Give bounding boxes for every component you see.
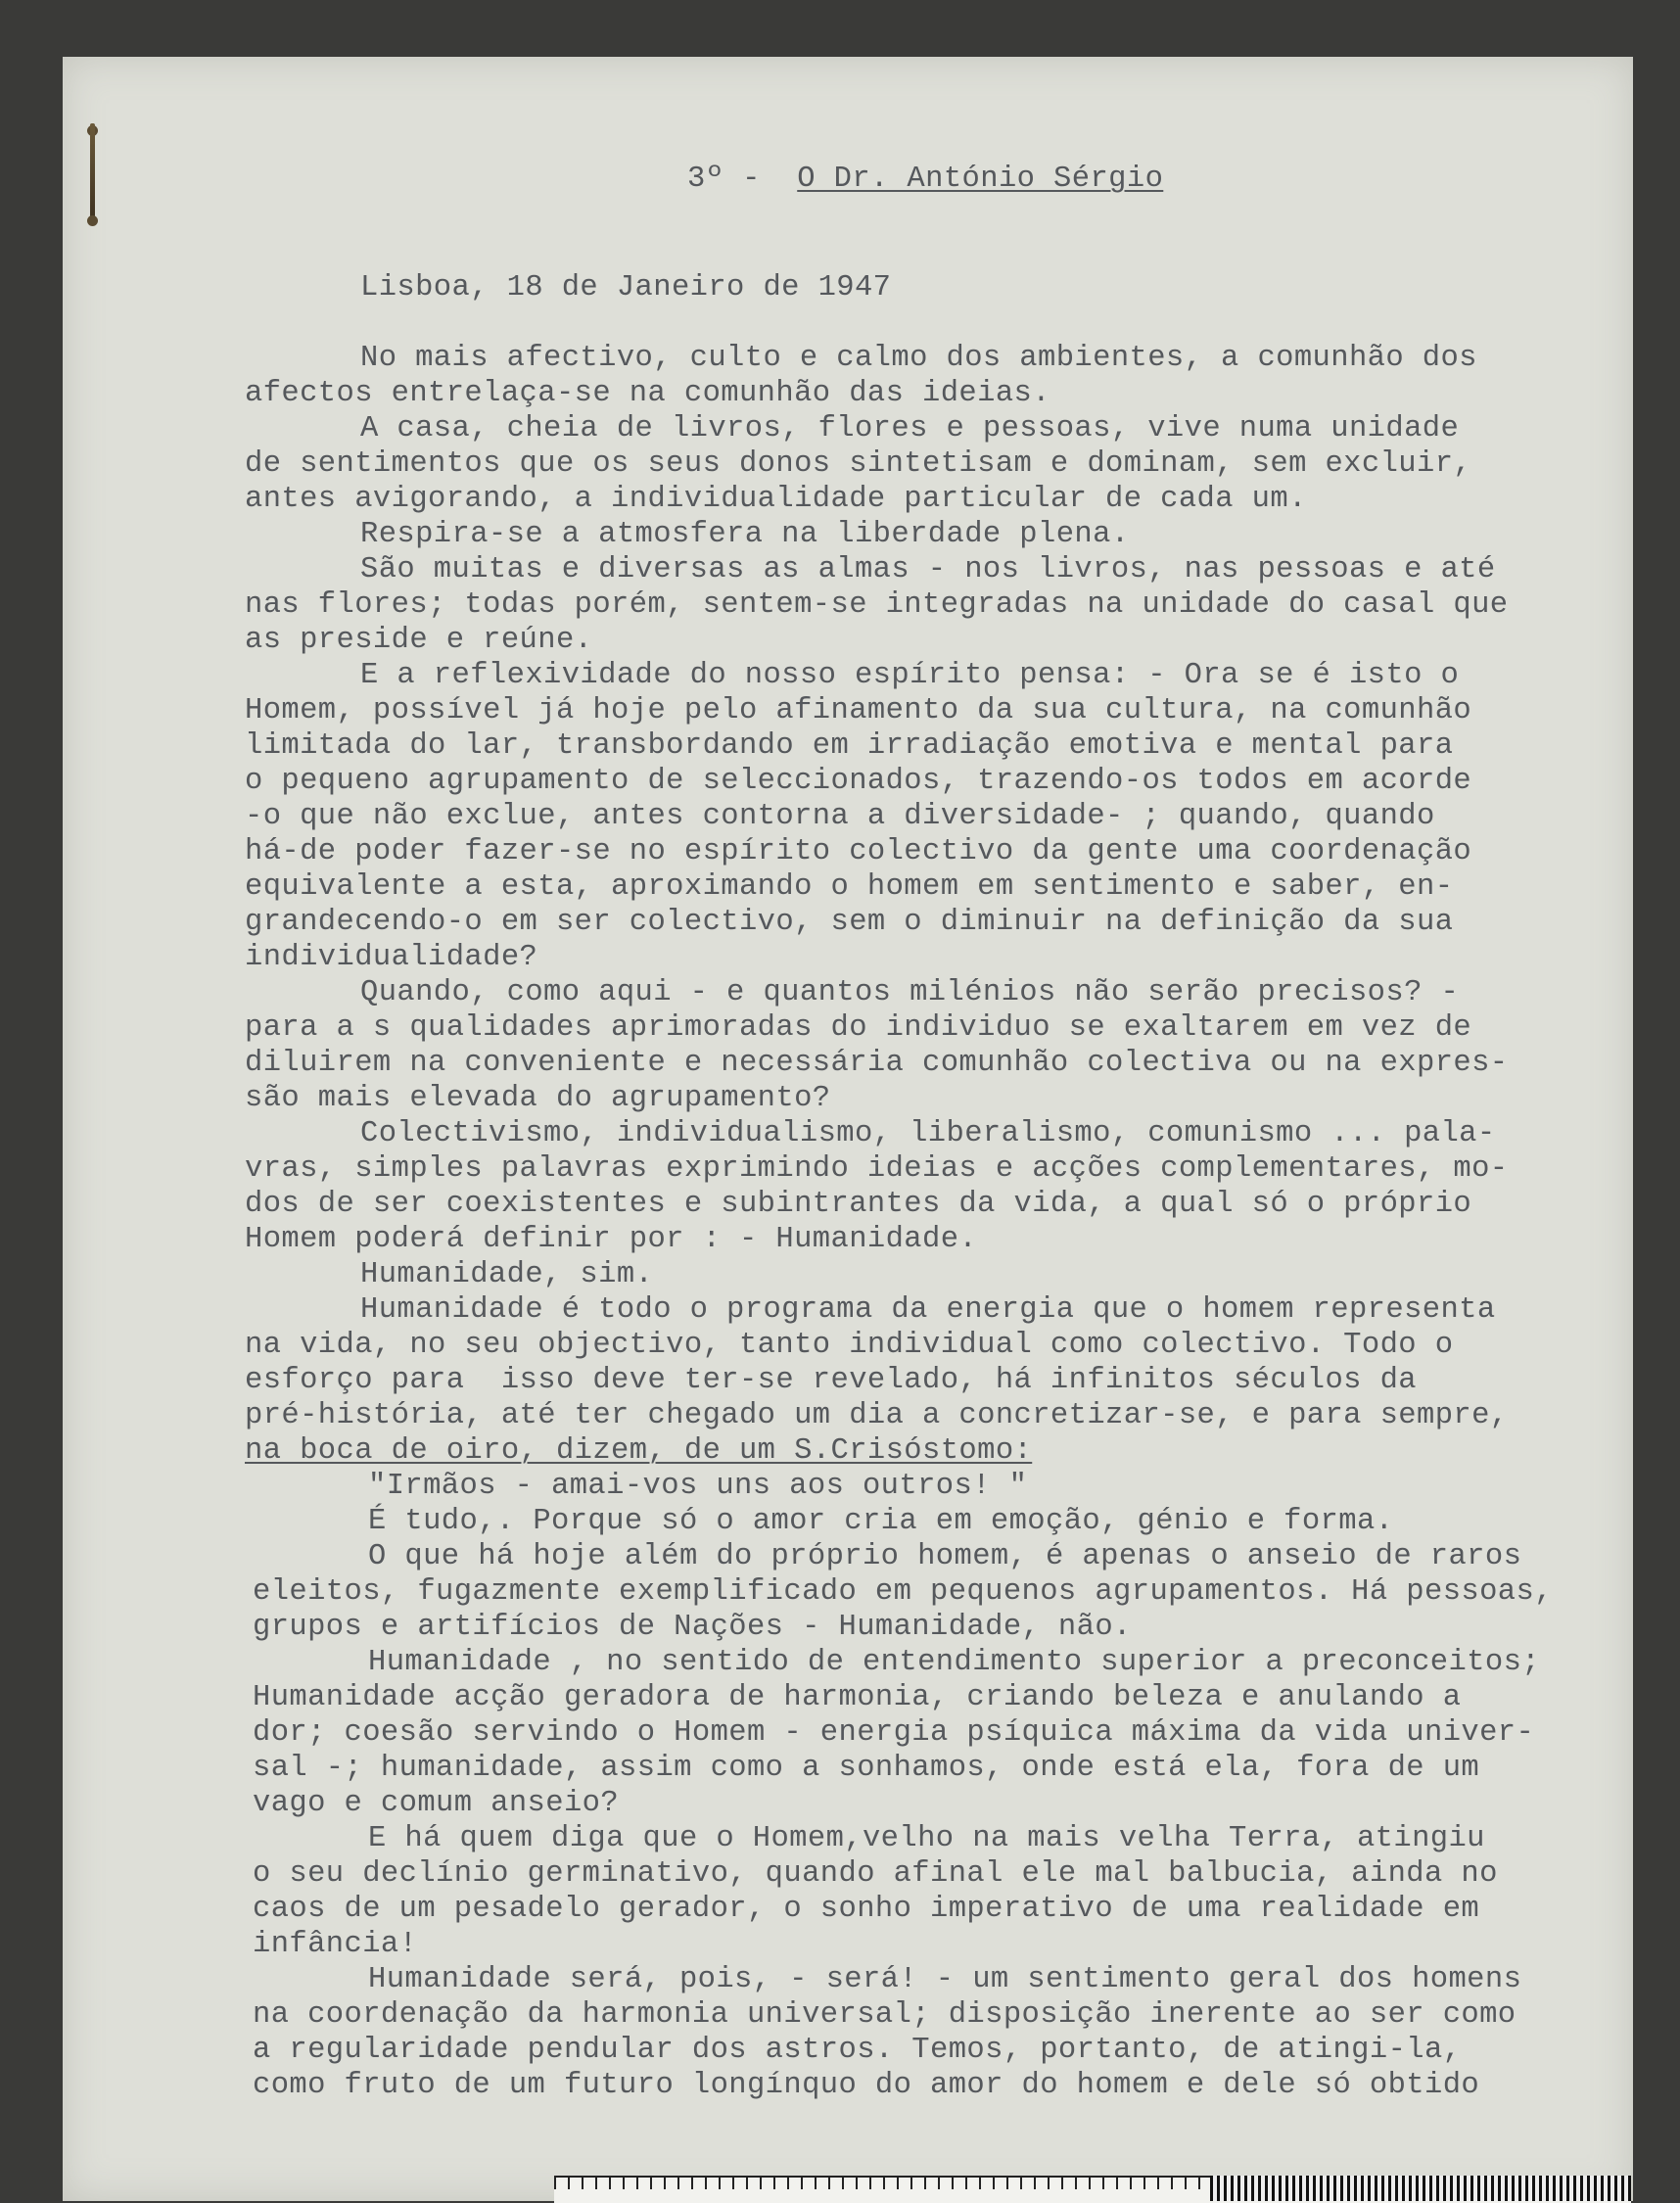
text-line: diluirem na conveniente e necessária comunhão colectiva ou na expres- bbox=[245, 1047, 1509, 1080]
text-line: são mais elevada do agrupamento? bbox=[245, 1082, 831, 1115]
text-line: limitada do lar, transbordando em irradiação emotiva e mental para bbox=[245, 729, 1454, 763]
text-line: pré-história, até ter chegado um dia a concretizar-se, e para sempre, bbox=[245, 1399, 1509, 1432]
text-line: Homem poderá definir por : - Humanidade. bbox=[245, 1223, 978, 1256]
text-line: grupos e artifícios de Nações - Humanidade, não. bbox=[253, 1611, 1132, 1644]
text-line: equivalente a esta, aproximando o homem em sentimento e saber, en- bbox=[245, 870, 1454, 904]
text-line: as preside e reúne. bbox=[245, 624, 593, 657]
text-line: Humanidade, sim. bbox=[360, 1258, 654, 1291]
text-line: Humanidade acção geradora de harmonia, criando beleza e anulando a bbox=[253, 1681, 1462, 1714]
text-line: No mais afectivo, culto e calmo dos ambientes, a comunhão dos bbox=[360, 342, 1477, 375]
text-line: "Irmãos - amai-vos uns aos outros! " bbox=[368, 1470, 1028, 1503]
text-line: dos de ser coexistentes e subintrantes da vida, a qual só o próprio bbox=[245, 1188, 1472, 1221]
scale-ruler-dark-segment bbox=[1210, 2176, 1631, 2201]
text-line: O que há hoje além do próprio homem, é apenas o anseio de raros bbox=[368, 1540, 1522, 1573]
text-line: afectos entrelaça-se na comunhão das ideias. bbox=[245, 377, 1050, 410]
text-line: na coordenação da harmonia universal; disposição inerente ao ser como bbox=[253, 1998, 1517, 2032]
text-line: Homem, possível já hoje pelo afinamento da sua cultura, na comunhão bbox=[245, 694, 1472, 727]
text-line: Humanidade é todo o programa da energia que o homem representa bbox=[360, 1293, 1496, 1327]
text-line: o pequeno agrupamento de seleccionados, trazendo-os todos em acorde bbox=[245, 765, 1472, 798]
text-line: grandecendo-o em ser colectivo, sem o diminuir na definição da sua bbox=[245, 906, 1454, 939]
text-line: dor; coesão servindo o Homem - energia psíquica máxima da vida univer- bbox=[253, 1716, 1535, 1750]
text-line: vago e comum anseio? bbox=[253, 1787, 620, 1820]
heading-prefix: 3º - bbox=[687, 163, 761, 196]
text-line: -o que não exclue, antes contorna a diversidade- ; quando, quando bbox=[245, 800, 1435, 833]
text-line: sal -; humanidade, assim como a sonhamos, onde está ela, fora de um bbox=[253, 1752, 1480, 1785]
text-line: Humanidade , no sentido de entendimento superior a preconceitos; bbox=[368, 1646, 1540, 1679]
text-line: É tudo,. Porque só o amor cria em emoção, génio e forma. bbox=[368, 1505, 1394, 1538]
heading-title: O Dr. António Sérgio bbox=[797, 163, 1164, 196]
text-line: vras, simples palavras exprimindo ideias e acções complementares, mo- bbox=[245, 1152, 1509, 1186]
letter-body bbox=[245, 157, 1615, 2102]
staple bbox=[90, 123, 95, 225]
text-line: Humanidade será, pois, - será! - um sentimento geral dos homens bbox=[368, 1963, 1522, 1996]
dateline: Lisboa, 18 de Janeiro de 1947 bbox=[360, 271, 892, 305]
text-line: A casa, cheia de livros, flores e pessoas, vive numa unidade bbox=[360, 412, 1460, 445]
text-line: na vida, no seu objectivo, tanto individual como colectivo. Todo o bbox=[245, 1329, 1454, 1362]
text-line: Colectivismo, individualismo, liberalismo, comunismo ... pala- bbox=[360, 1117, 1496, 1150]
text-line: a regularidade pendular dos astros. Temos, portanto, de atingi-la, bbox=[253, 2034, 1462, 2067]
text-line: E a reflexividade do nosso espírito pensa: - Ora se é isto o bbox=[360, 659, 1460, 692]
text-line: eleitos, fugazmente exemplificado em pequenos agrupamentos. Há pessoas, bbox=[253, 1575, 1553, 1609]
text-line: Quando, como aqui - e quantos milénios não serão precisos? - bbox=[360, 976, 1460, 1009]
text-line: nas flores; todas porém, sentem-se integradas na unidade do casal que bbox=[245, 588, 1509, 622]
text-line: Respira-se a atmosfera na liberdade plena. bbox=[360, 518, 1130, 551]
text-line: caos de um pesadelo gerador, o sonho imperativo de uma realidade em bbox=[253, 1893, 1480, 1926]
text-line: como fruto de um futuro longínquo do amor do homem e dele só obtido bbox=[253, 2069, 1480, 2102]
text-line: há-de poder fazer-se no espírito colectivo da gente uma coordenação bbox=[245, 835, 1472, 868]
staple-hole-bottom bbox=[87, 215, 98, 226]
text-line: antes avigorando, a individualidade particular de cada um. bbox=[245, 483, 1307, 516]
text-line: para a s qualidades aprimoradas do individuo se exaltarem em vez de bbox=[245, 1011, 1472, 1045]
text-line: de sentimentos que os seus donos sintetisam e dominam, sem excluir, bbox=[245, 447, 1472, 481]
text-line: infância! bbox=[253, 1928, 418, 1961]
text-line: na boca de oiro, dizem, de um S.Crisóstomo: bbox=[245, 1434, 1033, 1468]
text-line: individualidade? bbox=[245, 941, 538, 974]
text-line: E há quem diga que o Homem,velho na mais velha Terra, atingiu bbox=[368, 1822, 1485, 1855]
text-line: o seu declínio germinativo, quando afinal ele mal balbucia, ainda no bbox=[253, 1857, 1498, 1891]
text-line: esforço para isso deve ter-se revelado, há infinitos séculos da bbox=[245, 1364, 1417, 1397]
text-line: São muitas e diversas as almas - nos livros, nas pessoas e até bbox=[360, 553, 1496, 586]
